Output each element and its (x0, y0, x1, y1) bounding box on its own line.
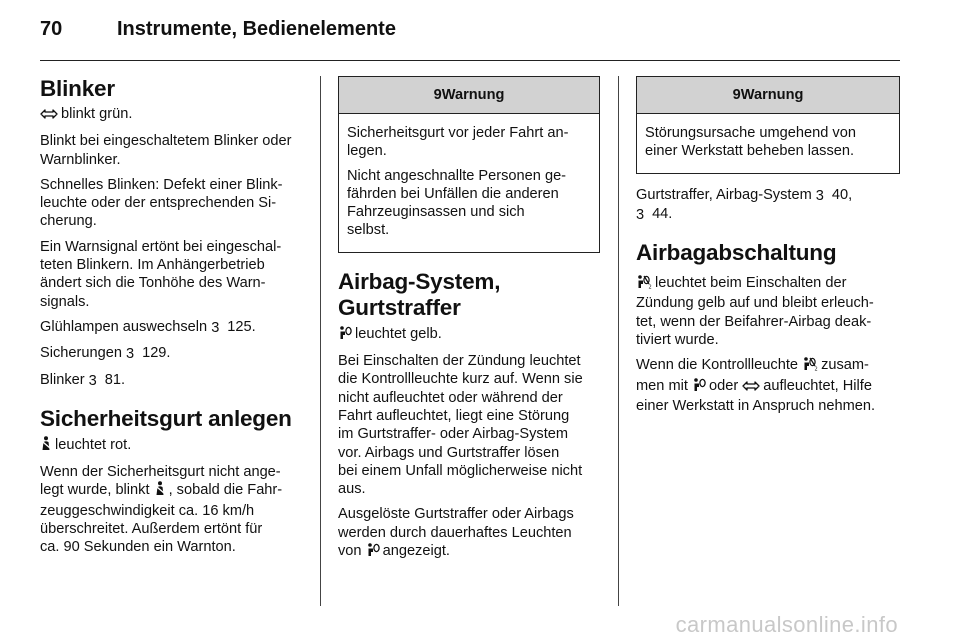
blinker-paragraph-3: Schnelles Blinken: Defekt einer Blink- leuchte oder der entsprechenden Si- cherung. (40, 176, 283, 230)
warning-triangle-icon: 9 (433, 87, 442, 103)
blinker-paragraph-4: Ein Warnsignal ertönt bei eingeschal- teten Blinkern. Im Anhängerbetrieb ändert sich die Tonhöhe des Warn- signals. (40, 238, 282, 310)
ref-arrow-icon: 3 (636, 206, 645, 223)
warning-box-seatbelt (338, 76, 600, 253)
warning-header: 9Warnung (637, 77, 899, 114)
column-divider-2 (618, 76, 619, 606)
seatbelt-paragraph-2: Wenn der Sicherheitsgurt nicht ange- legt wurde, blinkt , sobald die Fahr- zeuggeschwindigkeit ca. 16 km/h überschreitet. Außerdem ertönt für ca. 90 Sekunden ein Warnton. (40, 464, 283, 556)
watermark: carmanualsonline.info (675, 612, 898, 637)
warning-body (339, 114, 599, 252)
seatbelt-icon (40, 436, 52, 456)
header-rule (40, 60, 900, 61)
deactivation-paragraph-2: Wenn die Kontrollleuchte 2 zusam- men mit oder aufleuchtet, Hilfe einer Werkstatt in Anspruch nehmen. (636, 357, 876, 414)
chapter-title: Instrumente, Bedienelemente (117, 18, 396, 40)
ref-arrow-icon: 3 (815, 187, 824, 204)
seatbelt-icon (154, 481, 166, 501)
airbag-lead: leuchtet gelb. (338, 325, 600, 345)
airbag-paragraph-2: Bei Einschalten der Zündung leuchtet die Kontrollleuchte kurz auf. Wenn sie nicht aufleuchtet oder während der Fahrt aufleuchtet, liegt eine Störung im Gurtstraffer- oder Airbag-System vor. Airbags und Gurtstraffer lösen bei einem Unfall möglicherweise nicht aus. (338, 353, 583, 498)
heading-airbag-deactivation: Airbagabschaltung (636, 240, 837, 266)
svg-text:2: 2 (814, 366, 818, 372)
reference-blinker[interactable]: Blinker 3 81. (40, 371, 126, 389)
airbag-off-icon (802, 357, 818, 376)
column-divider-1 (320, 76, 321, 606)
svg-text:2: 2 (648, 284, 652, 290)
turn-signal-icon (742, 379, 760, 397)
deactivation-paragraph-1: 2 leuchtet beim Einschalten der Zündung gelb auf und bleibt erleuch- tet, wenn der Beifahrer-Airbag deak- tiviert wurde. (636, 275, 874, 349)
turn-signal-icon (40, 107, 58, 125)
warning-paragraph-1: Störungsursache umgehend von einer Werkstatt beheben lassen. (645, 125, 856, 160)
page-number: 70 (40, 18, 63, 40)
airbag-paragraph-3: Ausgelöste Gurtstraffer oder Airbags werden durch dauerhaftes Leuchten von angezeigt. (338, 505, 600, 562)
airbag-off-icon (636, 275, 652, 294)
reference-fuses[interactable]: Sicherungen 3 129. (40, 345, 171, 363)
column-2 (338, 76, 600, 569)
reference-bulbs[interactable]: Glühlampen auswechseln 3 125. (40, 318, 256, 336)
heading-airbag: Airbag-System, Gurtstraffer (338, 268, 501, 320)
heading-seatbelt: Sicherheitsgurt anlegen (40, 405, 292, 431)
warning-box-service (636, 76, 900, 174)
reference-airbag-system[interactable]: Gurtstraffer, Airbag-System 3 40, 3 44. (636, 186, 853, 223)
ref-arrow-icon: 3 (126, 346, 135, 363)
ref-arrow-icon: 3 (211, 319, 220, 336)
heading-blinker: Blinker (40, 76, 115, 101)
warning-paragraph-2: Nicht angeschnallte Personen ge- fährden bei Unfällen die anderen Fahrzeuginsassen und sich selbst. (347, 167, 567, 239)
warning-triangle-icon: 9 (732, 87, 741, 103)
ref-arrow-icon: 3 (88, 372, 97, 389)
blinker-lead: blinkt grün. (40, 105, 306, 125)
warning-body (637, 114, 899, 173)
blinker-paragraph-2: Blinkt bei eingeschaltetem Blinker oder Warnblinker. (40, 133, 292, 168)
airbag-icon (366, 543, 380, 562)
warning-paragraph-1: Sicherheitsgurt vor jeder Fahrt an- legen. (347, 125, 569, 160)
column-3 (636, 76, 900, 422)
seatbelt-lead: leuchtet rot. (40, 436, 306, 456)
airbag-icon (338, 326, 352, 345)
airbag-icon (692, 378, 706, 397)
warning-header: 9Warnung (339, 77, 599, 114)
column-1 (40, 76, 306, 564)
